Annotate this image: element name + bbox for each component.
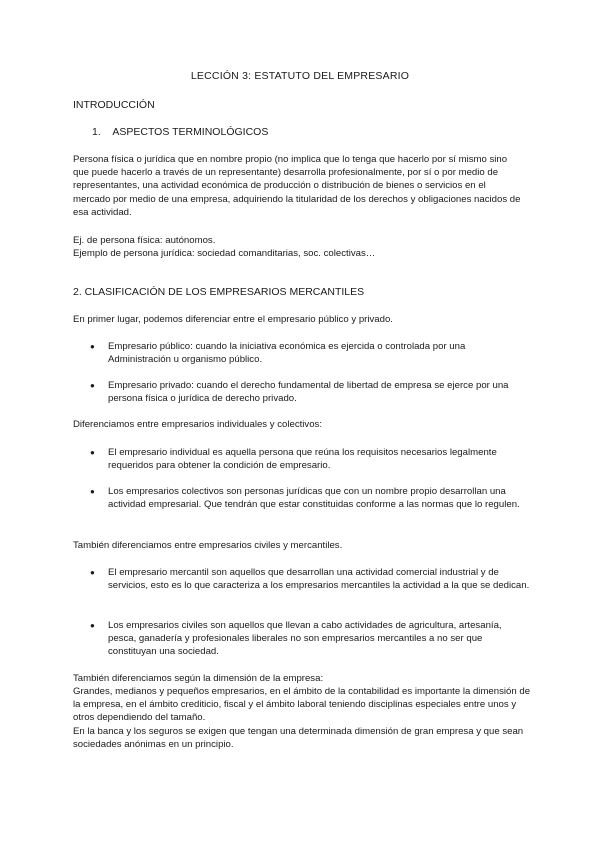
list-item-text: Los empresarios colectivos son personas jurídicas que con un nombre propio desarrollan una actividad empresarial. Que tendrán que estar constituidas conforme a las normas que lo regulen. (108, 486, 520, 511)
list-item-text: Empresario público: cuando la iniciativa económica es ejercida o controlada por una Administración u organismo público. (108, 341, 466, 366)
bullet-icon: ● (90, 487, 95, 496)
intro-heading: INTRODUCCIÓN (73, 99, 155, 111)
paragraph-definition: Persona física o jurídica que en nombre propio (no implica que lo tenga que hacerlo por sí mismo sino que puede hacerlo a través de un representante) desarrolla profesionalmente, por sí o por medio de representantes, una actividad económica de producción o distribución de bienes o servicios en el mercado por medio de una empresa, adquiriendo la titularidad de los derechos y obligaciones nacidos de esa actividad. (73, 154, 521, 218)
size-heading: También diferenciamos según la dimensión de la empresa: (73, 673, 324, 684)
bullet-icon: ● (90, 342, 95, 351)
section1-title: ASPECTOS TERMINOLÓGICOS (112, 126, 269, 138)
list-item-text: El empresario mercantil son aquellos que desarrollan una actividad comercial industrial y de servicios, esto es lo que caracteriza a los empresarios mercantiles la actividad a la que se dedican. (108, 567, 530, 592)
paragraph-public-private: En primer lugar, podemos diferenciar entre el empresario público y privado. (73, 314, 393, 325)
paragraph-civil-mercantile: También diferenciamos entre empresarios civiles y mercantiles. (73, 540, 343, 551)
section2-heading: 2. CLASIFICACIÓN DE LOS EMPRESARIOS MERCANTILES (73, 286, 365, 298)
example-natural-person: Ej. de persona física: autónomos. (73, 235, 216, 246)
list-item-text: Empresario privado: cuando el derecho fundamental de libertad de empresa se ejerce por una persona física o jurídica de derecho privado. (108, 380, 509, 405)
bullet-icon: ● (90, 381, 95, 390)
paragraph-size: Grandes, medianos y pequeños empresarios, en el ámbito de la contabilidad es importante la dimensión de la empresa, en el ámbito crediticio, fiscal y el ámbito laboral teniendo disciplinas especiales entre unos y otros dependiendo del tamaño. (73, 686, 531, 724)
paragraph-banking: En la banca y los seguros se exigen que tengan una determinada dimensión de gran empresa y que sean sociedades anónimas en un principio. (73, 726, 524, 751)
list-item (90, 485, 530, 511)
list-item (90, 340, 530, 366)
bullet-icon: ● (90, 448, 95, 457)
paragraph-individual-collective: Diferenciamos entre empresarios individuales y colectivos: (73, 419, 323, 430)
example-legal-person: Ejemplo de persona jurídica: sociedad comanditarias, soc. colectivas… (73, 248, 376, 259)
list-item-text: Los empresarios civiles son aquellos que llevan a cabo actividades de agricultura, artesanía, pesca, ganadería y profesionales liberales no son empresarios mercantiles a no ser que constituyan una sociedad. (108, 620, 502, 658)
list-item-text: El empresario individual es aquella persona que reúna los requisitos necesarios legalmente requeridos para obtener la condición de empresario. (108, 447, 497, 472)
bullet-icon: ● (90, 568, 95, 577)
list-item (90, 446, 530, 472)
page-title: LECCIÓN 3: ESTATUTO DEL EMPRESARIO (190, 70, 410, 82)
section1-number: 1. (92, 126, 101, 138)
bullet-icon: ● (90, 621, 95, 630)
list-item (90, 566, 530, 592)
list-item (90, 379, 530, 405)
list-item (90, 619, 530, 659)
section1-heading (92, 126, 268, 138)
